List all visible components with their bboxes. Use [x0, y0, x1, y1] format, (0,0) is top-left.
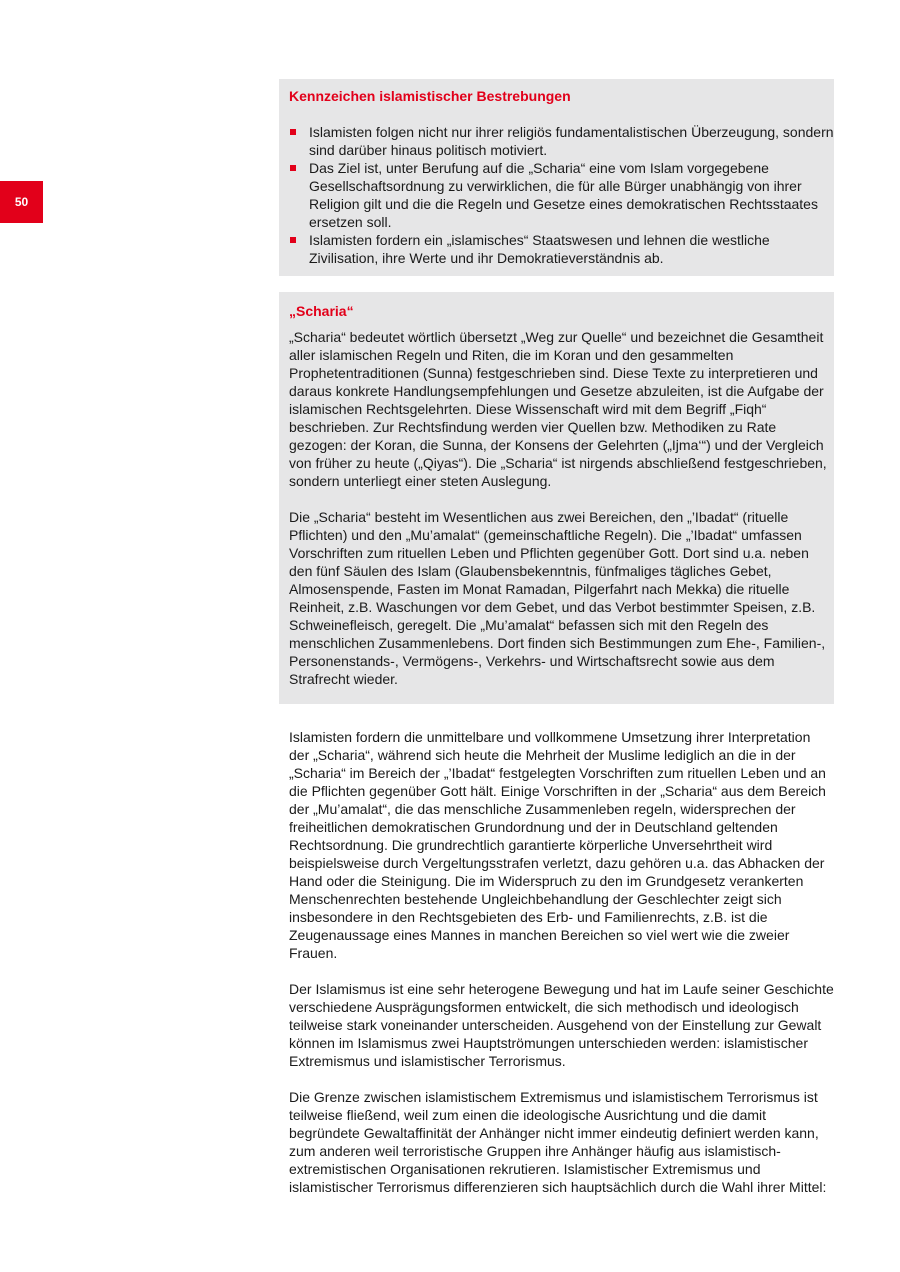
main-body-text — [289, 728, 834, 1196]
bullet-text: Islamisten fordern ein „islamisches“ Staatswesen und lehnen die westliche Zivilisation, ihre Werte und ihr Demokratieverständnis ab. — [309, 232, 770, 266]
page-number: 50 — [14, 195, 29, 209]
body-paragraph: Die Grenze zwischen islamistischem Extremismus und islamistischem Terrorismus ist teilweise fließend, weil zum einen die ideologische Ausrichtung und die damit begründete Gewaltaffinität der Anhänger nicht immer eindeutig definiert werden kann, zum anderen weil terroristische Gruppen ihre Anhänger häufig aus islamistisch-extremistischen Organisationen rekrutieren. Islamistischer Extremismus und islamistischer Terrorismus differenzieren sich hauptsächlich durch die Wahl ihrer Mittel: — [289, 1089, 827, 1195]
info-box-title: Kennzeichen islamistischer Bestrebungen — [289, 88, 571, 104]
bullet-list — [289, 123, 834, 267]
bullet-item — [289, 159, 834, 231]
red-square-bullet-icon — [290, 129, 296, 135]
body-paragraph: Islamisten fordern die unmittelbare und vollkommene Umsetzung ihrer Interpretation der „Scharia“, während sich heute die Mehrheit der Muslime lediglich an die in der „Scharia“ im Bereich der „’Ibadat“ festgelegten Vorschriften zum rituellen Leben und an die Pflichten gegenüber Gott hält. Einige Vorschriften in der „Scharia“ aus dem Bereich der „Mu’amalat“, die das menschliche Zusammenleben regeln, widersprechen der freiheitlichen demokratischen Grundordnung und der in Deutschland geltenden Rechtsordnung. Die grundrechtlich garantierte körperliche Unversehrtheit wird beispielsweise durch Vergeltungsstrafen verletzt, dazu gehören u.a. das Abhacken der Hand oder die Steinigung. Die im Widerspruch zu den im Grundgesetz verankerten Menschenrechten bestehende Ungleichbehandlung der Geschlechter zeigt sich insbesondere in den Rechtsgebieten des Erb- und Familienrechts, z.B. ist die Zeugenaussage eines Mannes in manchen Bereichen so viel wert wie die zweier Frauen. — [289, 729, 826, 961]
page-number-tab — [0, 181, 43, 223]
red-square-bullet-icon — [290, 237, 296, 243]
bullet-item — [289, 231, 834, 267]
red-square-bullet-icon — [290, 165, 296, 171]
body-paragraph: Der Islamismus ist eine sehr heterogene Bewegung und hat im Laufe seiner Geschichte verschiedene Ausprägungsformen entwickelt, die sich methodisch und ideologisch teilweise stark voneinander unterscheiden. Ausgehend von der Einstellung zur Gewalt können im Islamismus zwei Hauptströmungen unterschieden werden: islamistischer Extremismus und islamistischer Terrorismus. — [289, 981, 834, 1069]
bullet-text: Islamisten folgen nicht nur ihrer religiös fundamentalistischen Überzeugung, sondern sind darüber hinaus politisch motiviert. — [309, 124, 834, 158]
bullet-text: Das Ziel ist, unter Berufung auf die „Scharia“ eine vom Islam vorgegebene Gesellschaftsordnung zu verwirklichen, die für alle Bürger unabhängig von ihrer Religion gilt und die die Regeln und Gesetze eines demokratischen Rechtsstaates ersetzen soll. — [309, 160, 818, 230]
bullet-item — [289, 123, 834, 159]
info-box-paragraph: Die „Scharia“ besteht im Wesentlichen aus zwei Bereichen, den „’Ibadat“ (rituelle Pflichten) und den „Mu’amalat“ (gemeinschaftliche Regeln). Die „’Ibadat“ umfassen Vorschriften zum rituellen Leben und Pflichten gegenüber Gott. Dort sind u.a. neben den fünf Säulen des Islam (Glaubensbekenntnis, fünfmaliges tägliches Gebet, Almosenspende, Fasten im Monat Ramadan, Pilgerfahrt nach Mekka) die rituelle Reinheit, z.B. Waschungen vor dem Gebet, und das Verbot bestimmter Speisen, z.B. Schweinefleisch, geregelt. Die „Mu’amalat“ befassen sich mit den Regeln des menschlichen Zusammenlebens. Dort finden sich Bestimmungen zum Ehe-, Familien-, Personenstands-, Vermögens-, Verkehrs- und Wirtschaftsrecht sowie aus dem Strafrecht wieder. — [289, 509, 826, 687]
info-box-scharia — [279, 292, 834, 704]
info-box-title: „Scharia“ — [289, 303, 354, 319]
info-box-kennzeichen — [279, 79, 834, 276]
info-box-paragraph: „Scharia“ bedeutet wörtlich übersetzt „Weg zur Quelle“ und bezeichnet die Gesamtheit aller islamischen Regeln und Riten, die im Koran und den gesammelten Prophetentraditionen (Sunna) festgeschrieben sind. Diese Texte zu interpretieren und daraus konkrete Handlungsempfehlungen und Gesetze abzuleiten, ist die Aufgabe der islamischen Rechtsgelehrten. Diese Wissenschaft wird mit dem Begriff „Fiqh“ beschrieben. Zur Rechtsfindung werden vier Quellen bzw. Methodiken zu Rate gezogen: der Koran, die Sunna, der Konsens der Gelehrten („Ijma‘“) und der Vergleich von früher zu heute („Qiyas“). Die „Scharia“ ist nirgends abschließend festgeschrieben, sondern unterliegt einer steten Auslegung. — [289, 329, 827, 489]
